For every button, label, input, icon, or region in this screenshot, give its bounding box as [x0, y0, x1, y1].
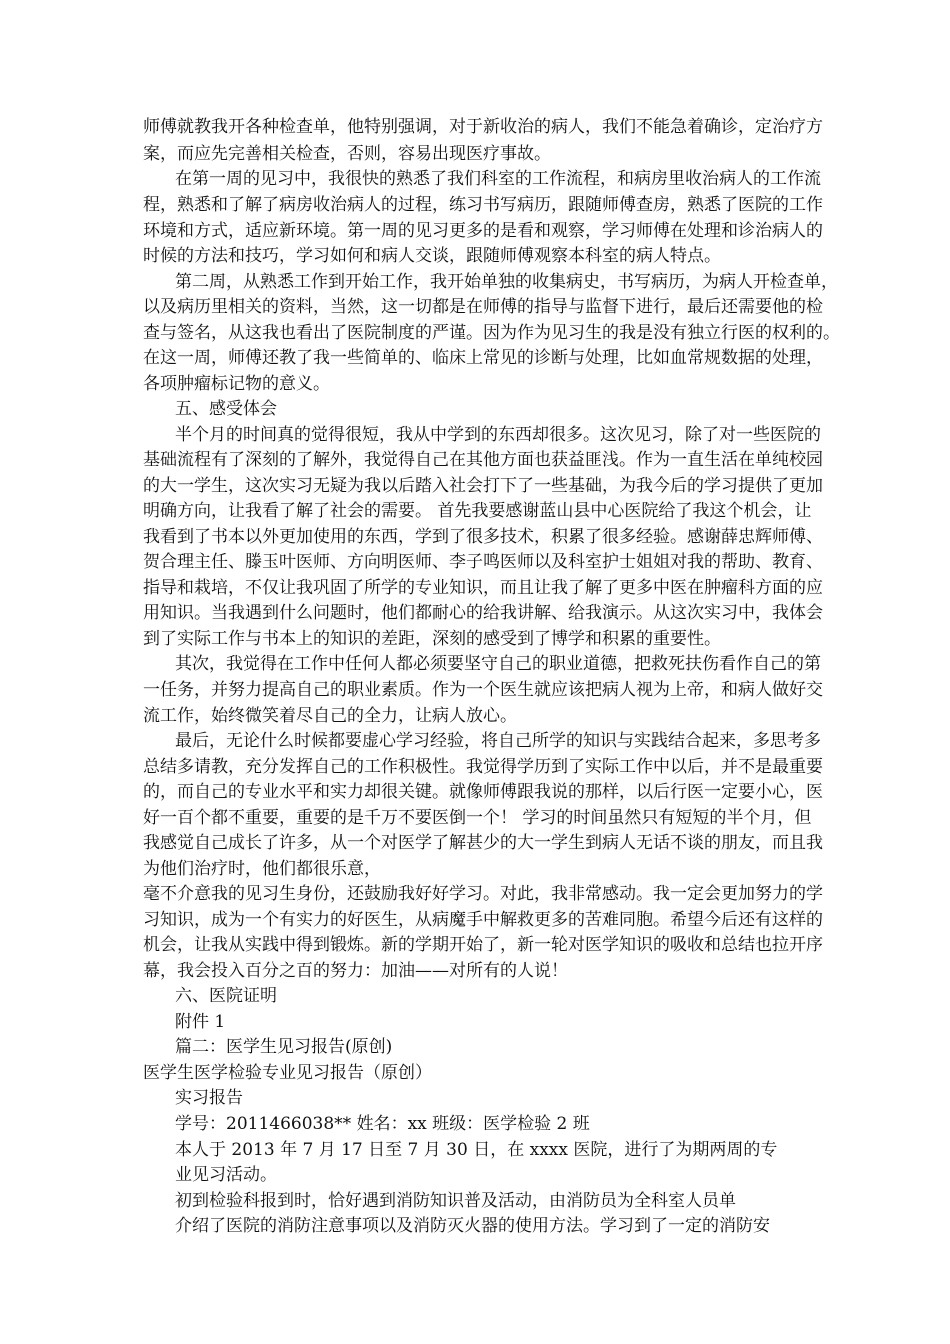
text-line: 半个月的时间真的觉得很短，我从中学到的东西却很多。这次见习，除了对一些医院的 [175, 425, 821, 445]
text-line: 指导和栽培，不仅让我巩固了所学的专业知识，而且让我了解了更多中医在肿瘤科方面的应 [143, 578, 823, 598]
text-line: 初到检验科报到时，恰好遇到消防知识普及活动，由消防员为全科室人员单 [175, 1191, 736, 1211]
text-line: 一任务，并努力提高自己的职业素质。作为一个医生就应该把病人视为上帝，和病人做好交 [143, 680, 823, 700]
text-line: 篇二：医学生见习报告(原创) [175, 1037, 393, 1057]
text-line: 案，而应先完善相关检查，否则，容易出现医疗事故。 [143, 144, 551, 164]
text-line: 幕，我会投入百分之百的努力：加油——对所有的人说！ [143, 961, 568, 981]
text-line: 机会，让我从实践中得到锻炼。新的学期开始了，新一轮对医学知识的吸收和总结也拉开序 [143, 935, 823, 955]
text-line: 第二周，从熟悉工作到开始工作，我开始单独的收集病史，书写病历，为病人开检查单， [175, 272, 838, 292]
text-line: 师傅就教我开各种检查单，他特别强调，对于新收治的病人，我们不能急着确诊，定治疗方 [143, 117, 823, 137]
text-line: 在第一周的见习中，我很快的熟悉了我们科室的工作流程，和病房里收治病人的工作流 [175, 169, 821, 189]
text-line: 介绍了医院的消防注意事项以及消防灭火器的使用方法。学习到了一定的消防安 [175, 1216, 770, 1236]
text-line: 以及病历里相关的资料，当然，这一切都是在师傅的指导与监督下进行，最后还需要他的检 [143, 297, 823, 317]
text-line: 本人于 2013 年 7 月 17 日至 7 月 30 日，在 xxxx 医院，进行了为期两周的专 [175, 1140, 778, 1160]
text-line: 时候的方法和技巧，学习如何和病人交谈，跟随师傅观察本科室的病人特点。 [143, 246, 721, 266]
text-line: 其次，我觉得在工作中任何人都必须要坚守自己的职业道德，把救死扶伤看作自己的第 [175, 654, 821, 674]
text-line: 贺合理主任、滕玉叶医师、方向明医师、李子鸣医师以及科室护士姐姐对我的帮助、教育、 [143, 552, 823, 572]
text-line: 到了实际工作与书本上的知识的差距，深刻的感受到了博学和积累的重要性。 [143, 629, 721, 649]
text-line: 我看到了书本以外更加使用的东西，学到了很多技术，积累了很多经验。感谢薛忠辉师傅、 [143, 527, 823, 547]
text-line: 附件 1 [175, 1012, 226, 1032]
text-line: 实习报告 [175, 1088, 243, 1108]
student-info-line: 学号：2011466038** 姓名：xx 班级：医学检验 2 班 [175, 1114, 590, 1134]
text-line: 的，而自己的专业水平和实力却很关键。就像师傅跟我说的那样，以后行医一定要小心，医 [143, 782, 823, 802]
text-line: 流工作，始终微笑着尽自己的全力，让病人放心。 [143, 706, 517, 726]
text-line: 程，熟悉和了解了病房收治病人的过程，练习书写病历，跟随师傅查房，熟悉了医院的工作 [143, 195, 823, 215]
text-line: 查与签名，从这我也看出了医院制度的严谨。因为作为见习生的我是没有独立行医的权利的。 [143, 323, 840, 343]
text-line: 各项肿瘤标记物的意义。 [143, 374, 330, 394]
text-line: 最后，无论什么时候都要虚心学习经验，将自己所学的知识与实践结合起来，多思考多 [175, 731, 821, 751]
text-line: 毫不介意我的见习生身份，还鼓励我好好学习。对此，我非常感动。我一定会更加努力的学 [143, 884, 823, 904]
report-title: 医学生医学检验专业见习报告（原创） [143, 1063, 432, 1083]
section-heading: 五、感受体会 [175, 399, 277, 419]
section-heading: 六、医院证明 [175, 986, 277, 1006]
text-line: 的大一学生，这次实习无疑为我以后踏入社会打下了一些基础，为我今后的学习提供了更加 [143, 476, 823, 496]
text-line: 用知识。当我遇到什么问题时，他们都耐心的给我讲解、给我演示。从这次实习中，我体会 [143, 603, 823, 623]
text-line: 好一百个都不重要，重要的是千万不要医倒一个！ 学习的时间虽然只有短短的半个月，但 [143, 808, 812, 828]
text-line: 环境和方式，适应新环境。第一周的见习更多的是看和观察，学习师傅在处理和诊治病人的 [143, 221, 823, 241]
text-line: 我感觉自己成长了许多，从一个对医学了解甚少的大一学生到病人无话不谈的朋友，而且我 [143, 833, 823, 853]
text-line: 基础流程有了深刻的了解外，我觉得自己在其他方面也获益匪浅。作为一直生活在单纯校园 [143, 450, 823, 470]
text-line: 总结多请教，充分发挥自己的工作积极性。我觉得学历到了实际工作中以后，并不是最重要 [143, 757, 823, 777]
text-line: 明确方向，让我看了解了社会的需要。 首先我要感谢蓝山县中心医院给了我这个机会，让 [143, 501, 812, 521]
text-line: 习知识，成为一个有实力的好医生，从病魔手中解救更多的苦难同胞。希望今后还有这样的 [143, 910, 823, 930]
text-line: 为他们治疗时，他们都很乐意， [143, 859, 381, 879]
text-line: 在这一周，师傅还教了我一些简单的、临床上常见的诊断与处理，比如血常规数据的处理， [143, 348, 823, 368]
text-line: 业见习活动。 [175, 1165, 277, 1185]
